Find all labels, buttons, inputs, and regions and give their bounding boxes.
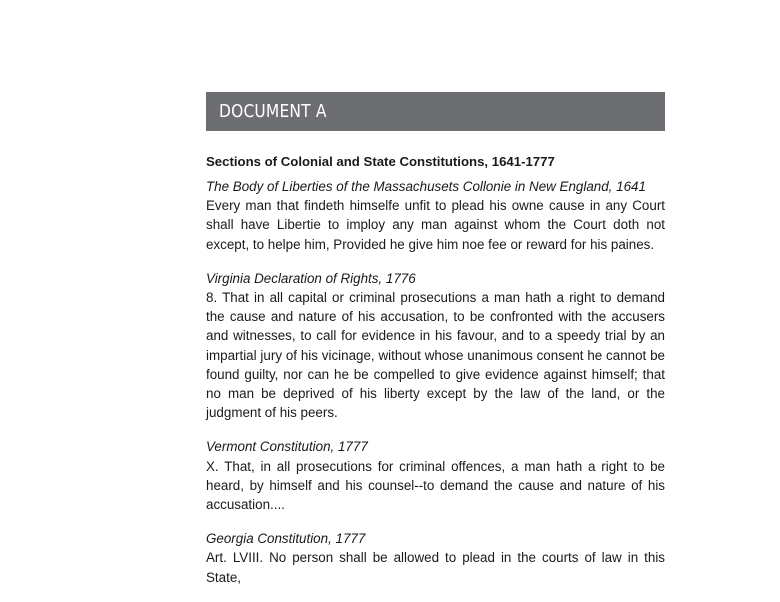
- source-georgia: [206, 529, 665, 587]
- source-massachusetts: [206, 177, 665, 254]
- source-title: Vermont Constitution, 1777: [206, 439, 368, 455]
- source-text: 8. That in all capital or criminal prosecutions a man hath a right to demand the cause and nature of his accusation, to be confronted with the accusers and witnesses, to call for evidence in his favour, and to a speedy trial by an impartial jury of his vicinage, without whose unanimous consent he cannot be found guilty, nor can he be compelled to give evidence against himself; that no man be deprived of his liberty except by the law of the land, or the judgment of his peers.: [206, 290, 665, 421]
- source-text: Art. LVIII. No person shall be allowed to plead in the courts of law in this State,: [206, 550, 665, 585]
- source-text: X. That, in all prosecutions for criminal offences, a man hath a right to be heard, by himself and his counsel--to demand the cause and nature of his accusation....: [206, 458, 665, 513]
- source-title: Virginia Declaration of Rights, 1776: [206, 270, 416, 286]
- section-heading: Sections of Colonial and State Constitutions, 1641-1777: [206, 154, 555, 169]
- document-label-bar: [206, 92, 665, 131]
- source-title: The Body of Liberties of the Massachusets Collonie in New England, 1641: [206, 179, 646, 194]
- document-body: [206, 152, 665, 602]
- source-vermont: [206, 437, 665, 514]
- source-title: Georgia Constitution, 1777: [206, 531, 366, 547]
- source-virginia: [206, 269, 665, 423]
- source-text: Every man that findeth himselfe unfit to plead his owne cause in any Court shall have Libertie to imploy any man against whom the Court doth not except, to helpe him, Provided he give him noe fee or reward for his paines.: [206, 198, 665, 252]
- document-label: DOCUMENT A: [219, 101, 327, 122]
